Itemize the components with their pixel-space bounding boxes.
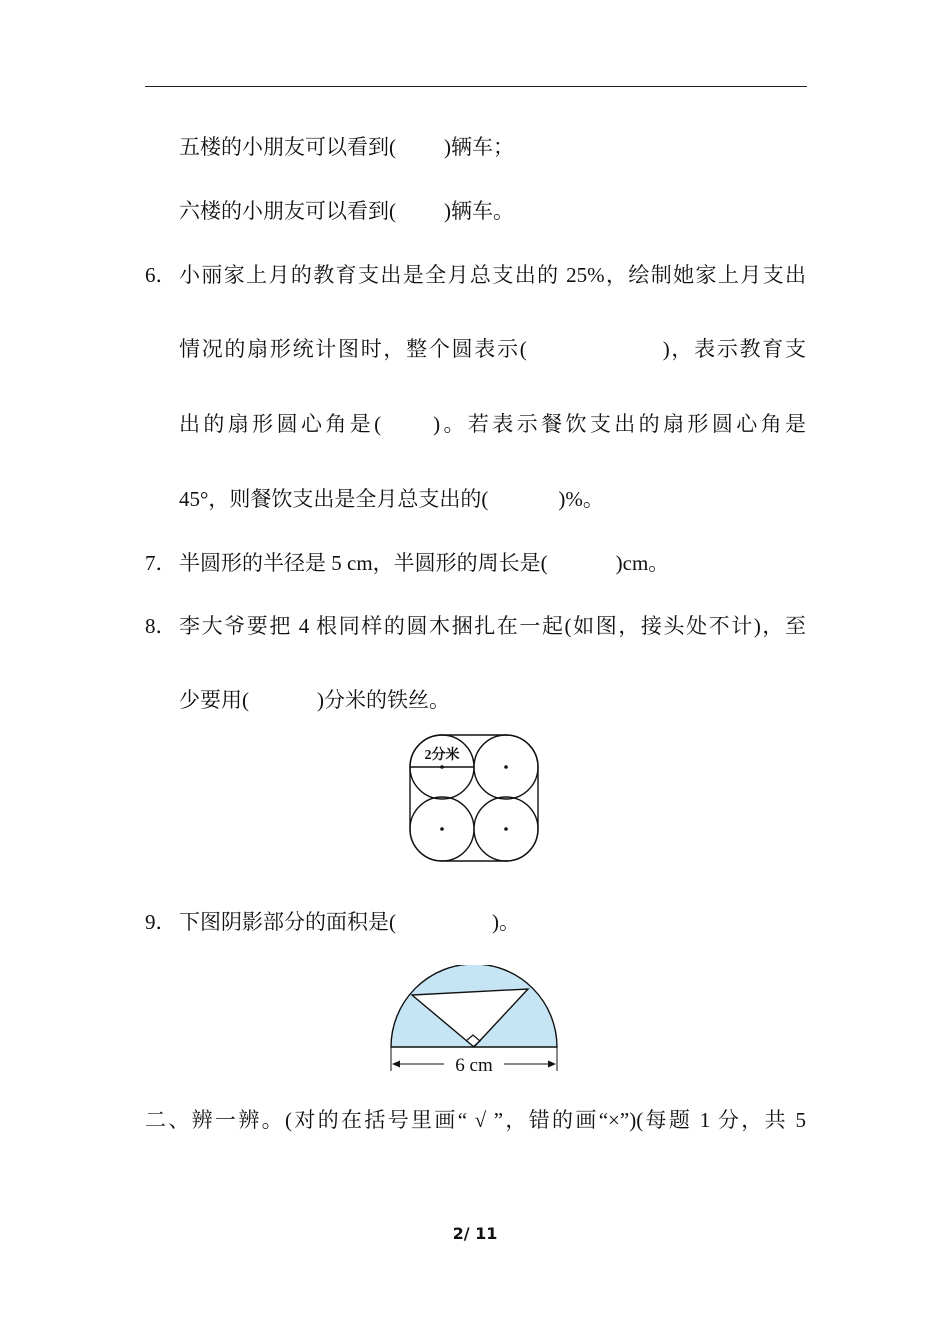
- header-rule: [145, 86, 807, 87]
- q5-sixth-text: 六楼的小朋友可以看到(: [179, 199, 396, 223]
- q8-line-1: 李大爷要把 4 根同样的圆木捆扎在一起(如图，接头处不计)，至: [179, 614, 806, 638]
- q5-fifth-text: 五楼的小朋友可以看到(: [179, 135, 396, 159]
- q9-suffix: )。: [492, 910, 520, 934]
- diameter-label: 2分米: [424, 748, 460, 763]
- diameter-label: 6 cm: [455, 1055, 493, 1076]
- section-2-heading: 二、辨一辨。(对的在括号里画“ √ ”，错的画“×”)(每题 1 分，共 5: [145, 1108, 806, 1132]
- q8-number: 8．: [145, 614, 177, 638]
- q9-text: 下图阴影部分的面积是(: [179, 910, 396, 934]
- q7-number: 7．: [145, 551, 177, 575]
- q5-fifth-suffix: )辆车；: [444, 135, 514, 159]
- q6-line-4-suffix: )%。: [558, 487, 604, 511]
- q8-line-2: [179, 686, 450, 714]
- four-logs-figure: [405, 733, 545, 865]
- q6-line-2: [179, 335, 806, 363]
- dim-arrow-left: [392, 1061, 400, 1068]
- dim-arrow-right: [548, 1061, 556, 1068]
- q6-line-3-text: 出的扇形圆心角是(: [179, 412, 382, 436]
- q5-sixth-suffix: )辆车。: [444, 199, 514, 223]
- q7-text: 半圆形的半径是 5 cm，半圆形的周长是(: [179, 551, 548, 575]
- q6-line-4: [179, 485, 604, 513]
- semicircle-figure: [386, 965, 562, 1080]
- q6-line-3-suffix: )。若表示餐饮支出的扇形圆心角是: [433, 412, 806, 436]
- page-number: 2/ 11: [452, 1224, 498, 1243]
- q7-suffix: )cm。: [615, 551, 670, 575]
- q9-number: 9．: [145, 910, 177, 934]
- q6-line-4-text: 45°，则餐饮支出是全月总支出的(: [179, 487, 489, 511]
- center-dot: [504, 765, 508, 769]
- q7-text-line: [179, 549, 669, 577]
- q5-sixth-floor-line: [179, 197, 514, 225]
- q6-line-2-text: 情况的扇形统计图时，整个圆表示(: [179, 337, 527, 361]
- q6-number: 6．: [145, 263, 177, 287]
- q8-line-2-suffix: )分米的铁丝。: [317, 688, 450, 712]
- q6-line-1: 小丽家上月的教育支出是全月总支出的 25%，绘制她家上月支出: [179, 263, 806, 287]
- q9-text-line: [179, 908, 520, 936]
- center-dot: [440, 827, 444, 831]
- q5-fifth-floor-line: [179, 133, 514, 161]
- q8-line-2-text: 少要用(: [179, 688, 249, 712]
- center-dot: [504, 827, 508, 831]
- q6-line-2-suffix: )，表示教育支: [662, 337, 806, 361]
- q6-line-3: [179, 410, 806, 438]
- center-dot: [440, 765, 444, 769]
